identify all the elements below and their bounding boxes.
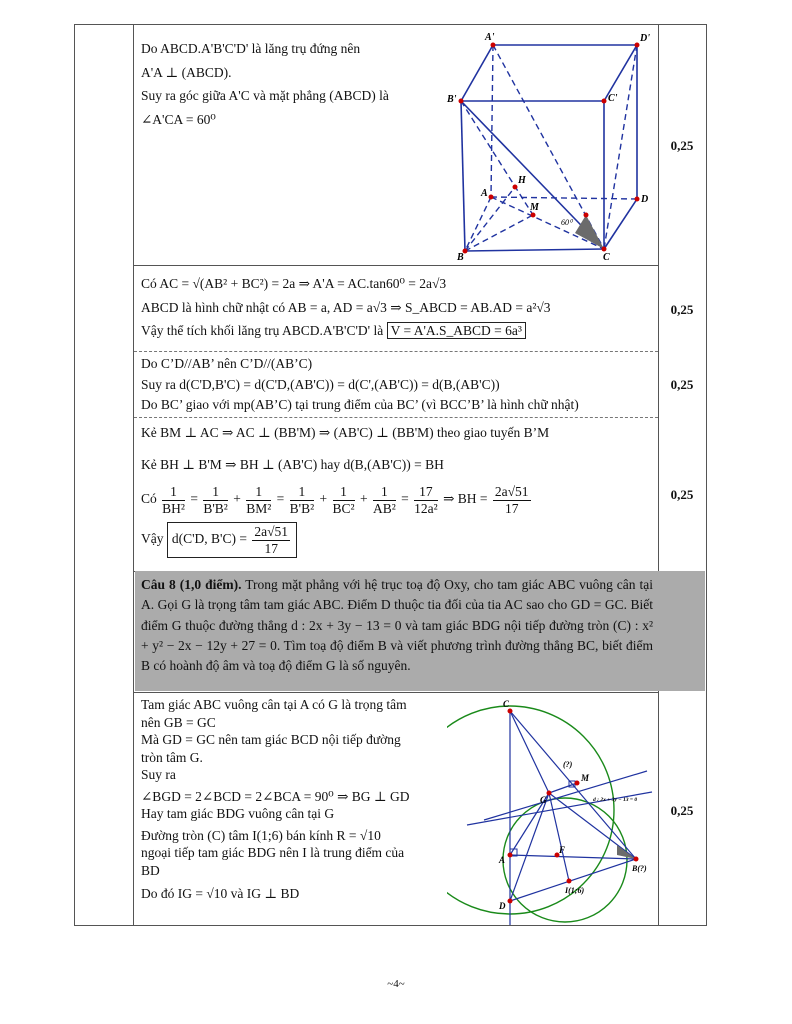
row4-equation: Có $\frac{1}{\text{BH²}}$ = $\frac{1}{\text{B'B²}}$ + $\frac{1}{\text{BM²}}$ = $\frac{1}{\text{B'B²}}$ + $\frac{1}{\text{BC²}}$ + $\frac{1}{\text{AB²}}$ = $\frac{17}{\text{12a²}}$ ⇒ BH = $\frac{2a√51}{17}$ (141, 484, 529, 516)
fraction (333, 484, 355, 516)
question-shading (659, 571, 705, 691)
label-C: C (603, 252, 610, 261)
fig-label-A: A (499, 855, 506, 865)
row6-line10: BD (141, 862, 160, 878)
label-angle: 60⁰ (561, 218, 573, 227)
frac-num: 2a√51 (494, 484, 529, 500)
row-divider (134, 265, 658, 266)
fig-label-q: (?) (563, 760, 573, 769)
vay-label: Vậy (141, 531, 164, 547)
fraction (493, 484, 531, 516)
label-A1: A' (485, 32, 495, 43)
question-8 (141, 575, 653, 676)
row3-line2: Suy ra d(C'D,B'C) = d(C'D,(AB'C)) = d(C',(AB'C)) = d(B,(AB'C)) (141, 376, 500, 392)
row3-text (141, 354, 656, 415)
row2-score: 0,25 (670, 302, 694, 317)
row6-line8: Đường tròn (C) tâm I(1;6) bán kính R = √10 (141, 827, 381, 843)
fraction (252, 524, 290, 556)
row-divider (134, 417, 658, 418)
row1-line3: Suy ra góc giữa A'C và mặt phẳng (ABCD) là (141, 88, 389, 104)
row4-line2: Kẻ BH ⊥ B'M ⇒ BH ⊥ (AB'C) hay d(B,(AB'C)) = BH (141, 456, 444, 472)
row2-text (141, 274, 651, 345)
frac-den: 17 (504, 500, 519, 516)
label-B: B (457, 252, 464, 261)
fraction (414, 484, 438, 516)
row6-text (141, 696, 441, 903)
fraction (203, 484, 228, 516)
fig-label-D: D (499, 901, 506, 911)
frac-num: 1 (373, 484, 396, 501)
frac-num: 17 (414, 484, 438, 501)
row6-line11: Do đó IG = √10 và IG ⊥ BD (141, 886, 300, 902)
row1-line1: Do ABCD.A'B'C'D' là lăng trụ đứng nên (141, 41, 361, 56)
row6-line1: Tam giác ABC vuông cân tại A có G là trọng tâm (141, 697, 407, 712)
row6-line3: Mà GD = GC nên tam giác BCD nội tiếp đường (141, 732, 401, 748)
row4-conclusion (141, 522, 656, 558)
label-D1: D' (640, 33, 650, 44)
row6-line4: tròn tâm G. (141, 749, 203, 765)
bh-arrow: ⇒ BH = (443, 491, 488, 507)
row3-line3: Do BC’ giao với mp(AB’C) tại trung điểm của BC’ (vì BCC’B’ là hình chữ nhật) (141, 397, 579, 413)
row3-score: 0,25 (670, 377, 694, 392)
frac-num: 1 (246, 484, 271, 501)
row1-text (141, 39, 441, 133)
fraction (246, 484, 271, 516)
fig-label-M: M (581, 773, 590, 783)
fig-label-B: B(?) (632, 864, 647, 873)
row1-score: 0,25 (670, 138, 694, 153)
row4-line1: Kẻ BM ⊥ AC ⇒ AC ⊥ (BB'M) ⇒ (AB'C) ⊥ (BB'M) theo giao tuyến B’M (141, 425, 550, 440)
row4-text (141, 423, 656, 558)
row6-score: 0,25 (670, 803, 694, 818)
frac-den: 17 (264, 540, 278, 556)
geometry-figure (447, 695, 657, 925)
row6-line7: Hay tam giác BDG vuông cân tại G (141, 806, 335, 822)
row6-line2: nên GB = GC (141, 714, 216, 730)
fraction (373, 484, 396, 516)
frac-den: BH² (162, 500, 185, 516)
row2-line3 (141, 321, 651, 341)
row-divider (134, 351, 658, 352)
frac-num: 1 (162, 484, 185, 501)
label-C1: C' (608, 93, 618, 104)
fig-label-F: F (559, 845, 566, 855)
row3-line1: Do C’D//AB’ nên C’D//(AB’C) (141, 356, 313, 371)
fraction (162, 484, 185, 516)
frac-den: AB² (372, 500, 396, 516)
label-A: A (481, 188, 488, 199)
label-D: D (641, 194, 649, 205)
prism-figure (443, 29, 658, 261)
row2-line1: Có AC = √(AB² + BC²) = 2a ⇒ A'A = AC.tan60⁰ = 2a√3 (141, 276, 447, 291)
fig-label-G: G (540, 795, 547, 805)
column-divider (658, 25, 659, 925)
frac-num: 2a√51 (254, 524, 289, 540)
row-divider (134, 692, 658, 693)
answer-table (74, 24, 707, 926)
frac-num: 1 (290, 484, 315, 501)
answer-left: d(C'D, B'C) = (171, 531, 247, 547)
distance-result (167, 522, 297, 558)
frac-num: 1 (333, 484, 355, 501)
frac-den: BC² (332, 500, 355, 516)
row6-line6: ∠BGD = 2∠BCD = 2∠BCA = 90⁰ ⇒ BG ⊥ GD (141, 788, 410, 804)
question-text: Trong mặt phẳng với hệ trục toạ độ Oxy, cho tam giác ABC vuông cân tại A. Gọi G là trọng tâm tam giác ABC. Điểm D thuộc tia đối của tia AC sao cho GD = GC. Biết điểm G thuộc đường thẳng d : 2x + 3y − 13 = 0 và tam giác BDG nội tiếp đường tròn (C) : x² + y² − 2x − 12y + 27 = 0. Tìm toạ độ điểm B và viết phương trình đường thẳng BC, biết điểm B có hoành độ âm và toạ độ điểm G là số nguyên. (141, 577, 654, 673)
row1-line2: A'A ⊥ (ABCD). (141, 64, 232, 80)
frac-den: 12a² (414, 500, 438, 516)
frac-den: B'B² (289, 500, 315, 516)
fraction (290, 484, 315, 516)
fig-label-I: I(1;6) (565, 886, 585, 895)
row4-score: 0,25 (670, 487, 694, 502)
fig-label-C: C (503, 699, 510, 709)
page-number: ~4~ (387, 978, 405, 990)
frac-den: B'B² (203, 500, 228, 516)
row1-line4: ∠A'CA = 60⁰ (141, 111, 216, 127)
question-title: Câu 8 (1,0 điểm). (141, 577, 242, 592)
column-divider (133, 25, 134, 925)
volume-result: V = A'A.S_ABCD = 6a³ (387, 322, 526, 339)
row6-line5: Suy ra (141, 767, 176, 783)
fig-label-d: d : 2x + 3y − 13 = 0 (593, 797, 638, 803)
row2-line3-text: Vậy thể tích khối lăng trụ ABCD.A'B'C'D' là (141, 323, 384, 339)
label-B1: B' (447, 94, 457, 105)
row2-line2: ABCD là hình chữ nhật có AB = a, AD = a√3 ⇒ S_ABCD = AB.AD = a²√3 (141, 299, 551, 315)
row6-line9: ngoại tiếp tam giác BDG nên I là trung điểm của (141, 845, 405, 861)
label-M: M (530, 202, 539, 213)
label-H: H (518, 175, 526, 186)
co-label: Có (141, 491, 157, 507)
frac-den: BM² (246, 500, 272, 516)
frac-num: 1 (203, 484, 228, 501)
